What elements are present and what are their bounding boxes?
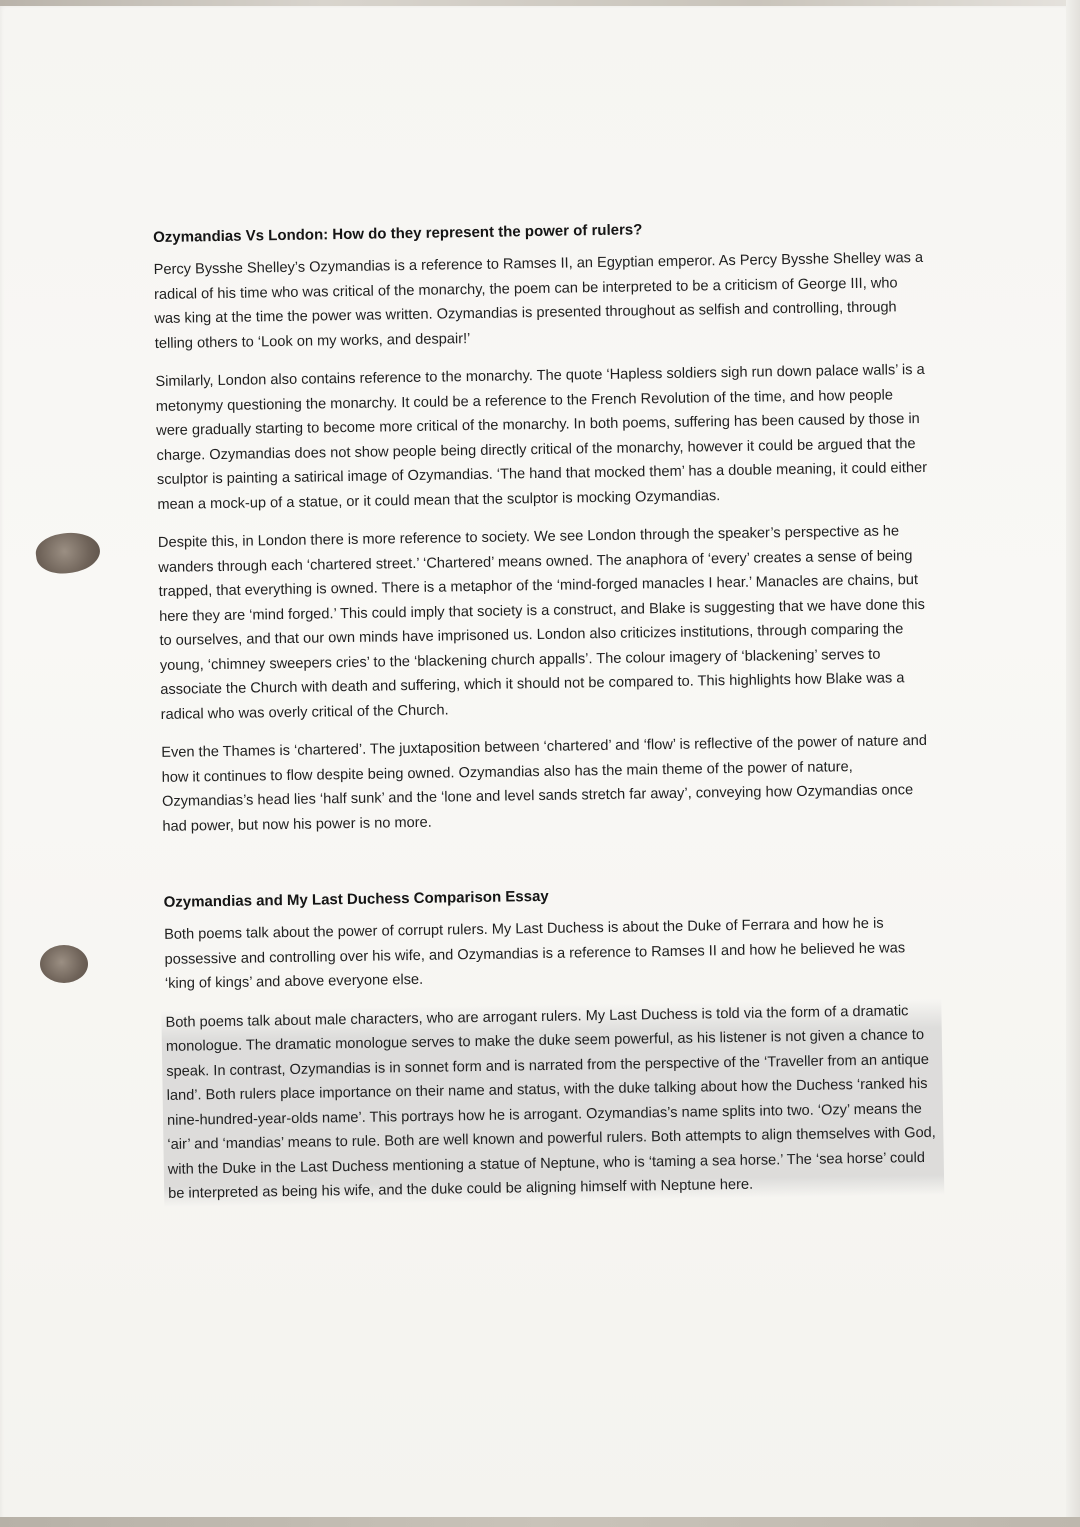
essay-title: Ozymandias and My Last Duchess Comparison Essay	[163, 887, 549, 911]
paragraph: Similarly, London also contains reference to the monarchy. The quote ‘Hapless soldiers sigh run down palace walls’ is a metonymy questioning the monarchy. It could be a reference to the French Revolution of the time, and how people were gradually starting to become more critical of the monarchy. In both poems, suffering has been caused by those in charge. Ozymandias does not show people being directly critical of the monarchy, however it could be argued that the sculptor is painting a satirical image of Ozymandias. ‘The hand that mocked them’ has a double meaning, it could either mean a mock-up of a statue, or it could mean that the sculptor is mocking Ozymandias.	[155, 361, 928, 513]
essay-ozymandias-and-my-last-duchess	[163, 879, 940, 1207]
punch-hole-bottom	[40, 945, 88, 983]
paper-right-edge	[1066, 0, 1080, 1527]
paper-bottom-edge	[0, 1517, 1080, 1527]
document-body	[153, 214, 941, 1221]
essay-ozymandias-vs-london	[153, 214, 935, 839]
essay-title: Ozymandias Vs London: How do they represent the power of rulers?	[153, 221, 643, 246]
paragraph: Both poems talk about the power of corrupt rulers. My Last Duchess is about the Duke of Ferrara and how he is possessive and controlling over his wife, and Ozymandias is a reference to Ramses II and how he believed he was ‘king of kings’ and above everyone else.	[164, 915, 906, 992]
paper-top-edge	[0, 0, 1080, 6]
highlighted-paragraph: Both poems talk about male characters, who are arrogant rulers. My Last Duchess is told via the form of a dramatic monologue. The dramatic monologue serves to make the duke seem powerful, as his listener is not given a chance to speak. In contrast, Ozymandias is in sonnet form and is narrated from the perspective of the ‘Traveller from an antique land’. Both rulers place importance on their name and status, with the duke talking about how the Duchess ‘ranked his nine-hundred-year-olds name’. This portrays how he is arrogant. Ozymandias’s name splits into two. ‘Ozy’ means the ‘air’ and ‘mandias’ means to rule. Both are well known and powerful rulers. Both attempts to align themselves with God, with the Duke in the Last Duchess mentioning a statue of Neptune, who is ‘taming a sea horse.’ The ‘sea horse’ could be interpreted as being his wife, and the duke could be aligning himself with Neptune here.	[161, 998, 944, 1206]
paragraph: Even the Thames is ‘chartered’. The juxtaposition between ‘chartered’ and ‘flow’ is reflective of the power of nature and how it continues to flow despite being owned. Ozymandias also has the main theme of the power of nature, Ozymandias’s head lies ‘half sunk’ and the ‘lone and level sands stretch far away’, conveying how Ozymandias once had power, but now his power is no more.	[161, 732, 928, 835]
punch-hole-top	[34, 529, 103, 578]
paragraph: Percy Bysshe Shelley’s Ozymandias is a reference to Ramses II, an Egyptian emperor. As Percy Bysshe Shelley was a radical of his time who was critical of the monarchy, the poem can be interpreted to be a criticism of George III, who was king at the time the power was written. Ozymandias is presented throughout as selfish and controlling, through telling others to ‘Look on my works, and despair!’	[153, 249, 924, 352]
paragraph: Despite this, in London there is more reference to society. We see London through the speaker’s perspective as he wanders through each ‘chartered street.’ ‘Chartered’ means owned. The anaphora of ‘every’ creates a sense of being trapped, that everything is owned. There is a metaphor of the ‘mind-forged manacles I hear.’ Manacles are chains, but here they are ‘mind forged.’ This could imply that society is a construct, and Blake is suggesting that we have done this to ourselves, and that our own minds have imprisoned us. London also criticizes institutions, through comparing the young, ‘chimney sweepers cries’ to the ‘blackening church appalls’. The colour imagery of ‘blackening’ serves to associate the Church with death and suffering, which it should not be compared to. This highlights how Blake was a radical who was overly critical of the Church.	[157, 523, 925, 723]
